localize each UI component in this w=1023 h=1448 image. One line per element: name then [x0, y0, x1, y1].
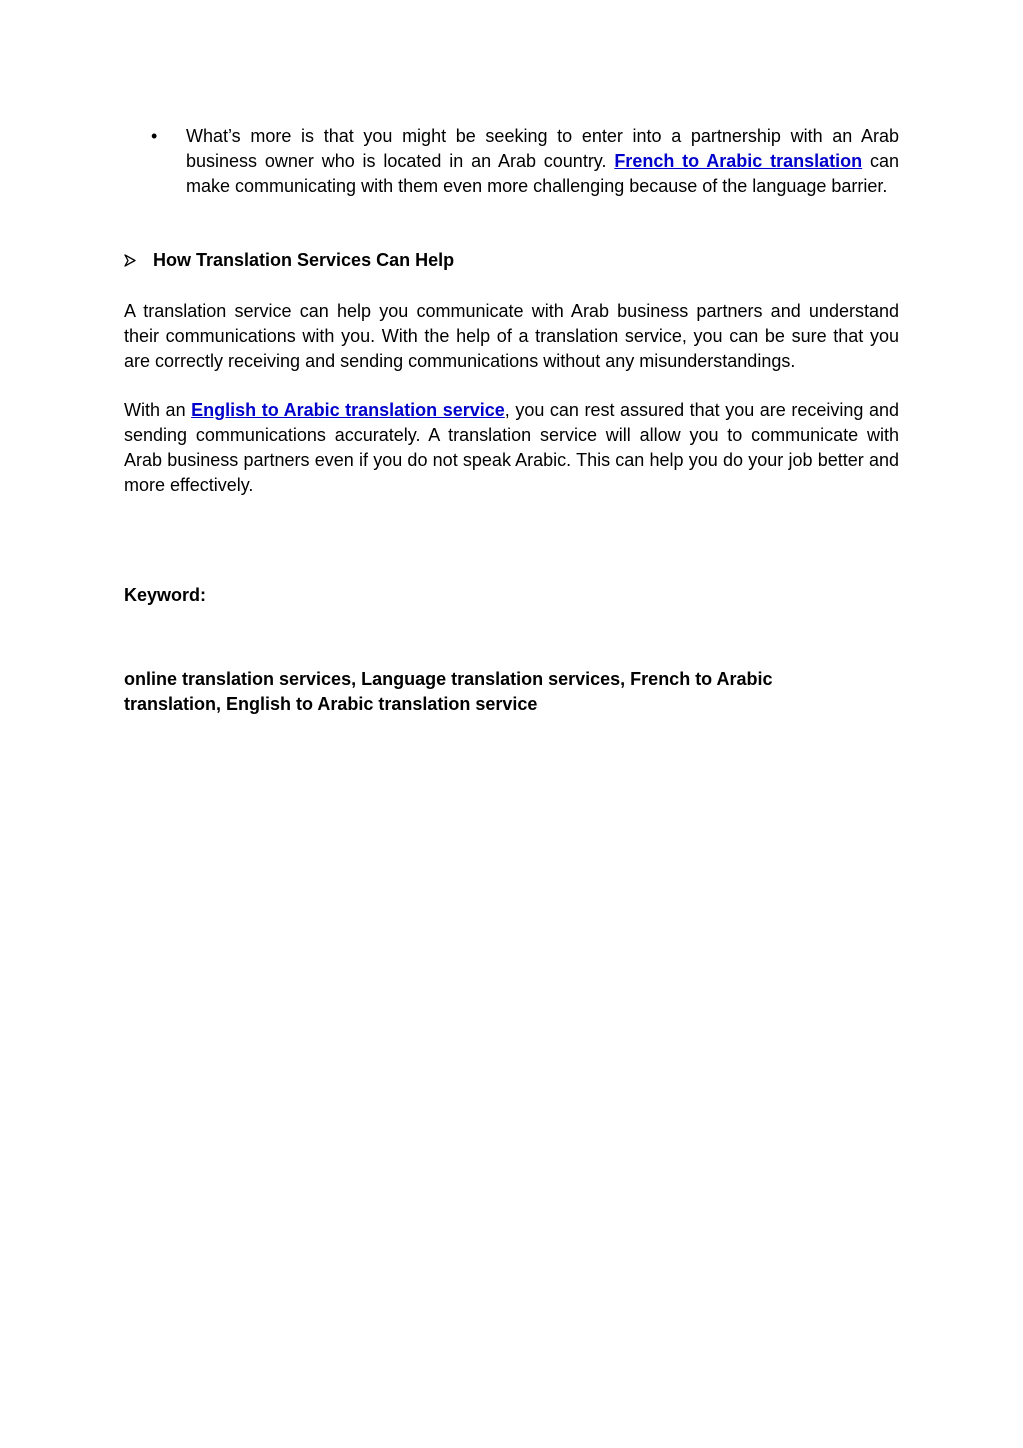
keyword-label: Keyword:	[124, 585, 207, 605]
paragraph-english-to-arabic	[124, 398, 899, 498]
paragraph2-text-after-link: , you can rest assured that you are receiving and sending communications accurately. A translation service will allow you to communicate with Arab business partners even if you do not speak Arabic. This can help you do your job better and more effectively.	[124, 400, 899, 495]
paragraph2-text-before-link: With an	[124, 400, 192, 420]
bullet-paragraph	[186, 124, 899, 199]
french-to-arabic-translation-link[interactable]: French to Arabic translation	[614, 151, 863, 171]
arrow-right-icon	[124, 249, 136, 262]
section-heading	[124, 248, 454, 273]
section-heading-text: How Translation Services Can Help	[153, 250, 455, 270]
bullet-list-item	[151, 124, 899, 199]
bullet-text-before-link: What’s more is that you might be seeking to enter into a partnership with an Arab business owner who is located in an Arab country.	[186, 126, 899, 171]
bullet-text-after-link: can make communicating with them even more challenging because of the language barrier.	[186, 151, 900, 196]
paragraph-translation-help: A translation service can help you communicate with Arab business partners and understand their communications with you. With the help of a translation service, you can be sure that you are correctly receiving and sending communications without any misunderstandings.	[124, 301, 899, 371]
keyword-list: online translation services, Language translation services, French to Arabic translation, English to Arabic translation service	[124, 669, 773, 714]
english-to-arabic-translation-service-link[interactable]: English to Arabic translation service	[191, 400, 505, 420]
bullet-marker: •	[151, 126, 158, 146]
